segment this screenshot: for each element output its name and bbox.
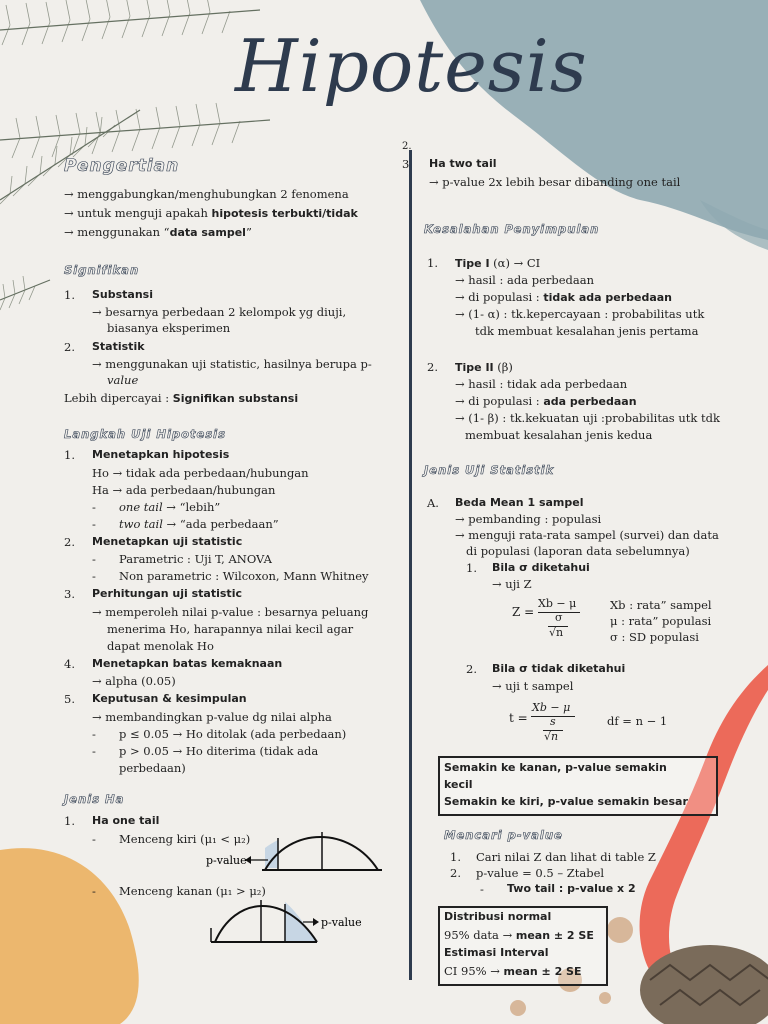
box2-line-2 xyxy=(444,963,582,980)
box2-heading-1: Distribusi normal xyxy=(444,910,552,923)
langkah-3-d3: dapat menolak Ho xyxy=(107,639,214,653)
pengertian-line-2-bold: hipotesis terbukti/tidak xyxy=(211,207,358,220)
mencari-heading: Mencari p-value xyxy=(444,828,563,842)
pengertian-line-3-text: → menggunakan “ xyxy=(64,225,170,239)
box2-line-1-bold: mean ± 2 SE xyxy=(515,929,594,942)
langkah-1-dash-1: - xyxy=(92,500,96,514)
langkah-1-dash-2: - xyxy=(92,517,96,531)
langkah-3-num: 3. xyxy=(64,587,75,601)
pengertian-line-3 xyxy=(64,224,252,241)
ha-two-tail-desc: → p-value 2x lebih besar dibanding one tail xyxy=(429,175,681,189)
df-formula: df = n − 1 xyxy=(607,714,668,728)
tipe-1-num: 1. xyxy=(427,256,438,270)
one-tail-desc: → “lebih” xyxy=(162,500,221,514)
tipe-1-a: → hasil : ada perbedaan xyxy=(455,273,595,287)
langkah-5-d4: perbedaan) xyxy=(119,761,186,775)
mencari-dash: - xyxy=(480,882,484,896)
mencari-1-text: Cari nilai Z dan lihat di table Z xyxy=(476,850,656,864)
menceng-kanan-label: Menceng kanan (μ₁ > μ₂) xyxy=(119,884,266,898)
mencari-2-num: 2. xyxy=(450,866,461,880)
tipe-2-b-pre: → di populasi : xyxy=(455,394,544,408)
jenis-ha-heading: Jenis Ha xyxy=(64,792,125,806)
tipe-2-b-bold: ada perbedaan xyxy=(543,395,637,408)
legend-sigma: σ : SD populasi xyxy=(610,630,699,644)
t-formula-lhs: t = xyxy=(509,711,528,725)
langkah-4-num: 4. xyxy=(64,657,75,671)
menceng-kiri-label: Menceng kiri (μ₁ < μ₂) xyxy=(119,832,251,846)
box1-line-3: Semakin ke kiri, p-value semakin besar xyxy=(444,795,688,808)
langkah-4-label: Menetapkan batas kemaknaan xyxy=(92,657,283,670)
t-formula-denominator: s xyxy=(550,715,556,728)
box2-heading-2: Estimasi Interval xyxy=(444,946,549,959)
pengertian-line-1: → menggabungkan/menghubungkan 2 fenomena xyxy=(64,187,349,201)
langkah-3-label: Perhitungan uji statistic xyxy=(92,587,242,600)
kesalahan-heading: Kesalahan Penyimpulan xyxy=(424,222,600,236)
box2-line-2-pre: CI 95% → xyxy=(444,964,504,978)
langkah-1-ha: Ha → ada perbedaan/hubungan xyxy=(92,483,276,497)
langkah-5-label: Keputusan & kesimpulan xyxy=(92,692,247,705)
langkah-5-num: 5. xyxy=(64,692,75,706)
right-tail-pvalue-label: p-value xyxy=(321,916,362,929)
signifikan-item-2-desc1: → menggunakan uji statistic, hasilnya berupa p- xyxy=(92,357,372,371)
box2-line-1-pre: 95% data → xyxy=(444,928,516,942)
jenis-uji-a-num: A. xyxy=(427,496,439,510)
tipe-2-c: → (1- β) : tk.kekuatan uji :probabilitas utk tdk xyxy=(455,411,720,425)
tipe-1-line xyxy=(455,255,540,272)
ha-two-tail-num: 3 xyxy=(402,157,410,171)
signifikan-pref-bold: Signifikan substansi xyxy=(172,392,299,405)
signifikan-item-1-desc1: → besarnya perbedaan 2 kelompok yg diuji, xyxy=(92,305,347,319)
mencari-3-text: Two tail : p-value x 2 xyxy=(507,882,636,895)
jenis-uji-a-label: Beda Mean 1 sampel xyxy=(455,496,584,509)
langkah-3-d1: → memperoleh nilai p-value : besarnya peluang xyxy=(92,605,369,619)
z-formula-lhs: Z = xyxy=(512,605,535,619)
sigma-unknown-label: Bila σ tidak diketahui xyxy=(492,662,626,675)
signifikan-item-2-label: Statistik xyxy=(92,340,145,353)
tipe-1-b xyxy=(455,289,672,306)
tipe-2-line xyxy=(455,359,513,376)
z-formula-root: √n xyxy=(549,626,564,639)
orange-blob-shape xyxy=(0,848,139,1024)
langkah-2-label: Menetapkan uji statistic xyxy=(92,535,243,548)
legend-xb: Xb : rata” sampel xyxy=(610,598,712,612)
langkah-5-d3: p > 0.05 → Ho diterima (tidak ada xyxy=(119,744,319,758)
mencari-1-num: 1. xyxy=(450,850,461,864)
left-tail-pvalue-label: p-value xyxy=(206,854,247,867)
langkah-2-p2: Non parametric : Wilcoxon, Mann Whitney xyxy=(119,569,369,583)
langkah-2-dash-2: - xyxy=(92,569,96,583)
tipe-2-label: Tipe II xyxy=(455,361,494,374)
t-formula-root: √n xyxy=(544,730,559,743)
langkah-2-num: 2. xyxy=(64,535,75,549)
jenis-uji-a3: di populasi (laporan data sebelumnya) xyxy=(466,544,690,558)
sigma-known-label: Bila σ diketahui xyxy=(492,561,590,574)
two-tail-term: two tail xyxy=(119,517,163,531)
tipe-2-sym: (β) xyxy=(493,360,513,374)
one-tail-term: one tail xyxy=(119,500,163,514)
ha-two-tail-label: Ha two tail xyxy=(429,157,497,170)
column-divider xyxy=(409,150,412,980)
jenis-uji-heading: Jenis Uji Statistik xyxy=(424,463,555,477)
z-formula-numerator: Xb − μ xyxy=(538,597,577,610)
signifikan-item-1-num: 1. xyxy=(64,288,75,302)
signifikan-pref-text: Lebih dipercayai : xyxy=(64,391,173,405)
tipe-2-a: → hasil : tidak ada perbedaan xyxy=(455,377,628,391)
langkah-5-d2: p ≤ 0.05 → Ho ditolak (ada perbedaan) xyxy=(119,727,347,741)
sigma-unknown-num: 2. xyxy=(466,662,477,676)
t-formula-numerator: Xb − μ xyxy=(532,701,571,714)
two-tail-line xyxy=(119,516,279,532)
two-tail-desc: → “ada perbedaan” xyxy=(162,517,279,531)
langkah-1-ho: Ho → tidak ada perbedaan/hubungan xyxy=(92,466,309,480)
right-top-num: 2. xyxy=(402,141,412,152)
sigma-known-num: 1. xyxy=(466,561,477,575)
one-tail-line xyxy=(119,499,220,515)
sigma-unknown-desc: → uji t sampel xyxy=(492,679,574,693)
signifikan-item-1-label: Substansi xyxy=(92,288,154,301)
box1-line-1: Semakin ke kanan, p-value semakin xyxy=(444,761,667,774)
pengertian-heading: Pengertian xyxy=(64,156,180,176)
signifikan-preference xyxy=(64,390,298,407)
pine-branch-decoration xyxy=(0,10,270,300)
langkah-4-d1: → alpha (0.05) xyxy=(92,674,176,688)
box2-line-1 xyxy=(444,927,594,944)
tipe-1-sym: (α) → CI xyxy=(489,256,541,270)
langkah-5-dash-2: - xyxy=(92,744,96,758)
box1-line-2: kecil xyxy=(444,778,473,791)
tipe-1-d: tdk membuat kesalahan jenis pertama xyxy=(475,324,699,338)
langkah-5-dash-1: - xyxy=(92,727,96,741)
sigma-known-desc: → uji Z xyxy=(492,577,532,591)
page-title: Hipotesis xyxy=(235,24,588,108)
pengertian-line-2 xyxy=(64,205,358,222)
langkah-1-num: 1. xyxy=(64,448,75,462)
tipe-2-d: membuat kesalahan jenis kedua xyxy=(465,428,653,442)
langkah-3-d2: menerima Ho, harapannya nilai kecil agar xyxy=(107,622,354,636)
jenis-uji-a1: → pembanding : populasi xyxy=(455,512,602,526)
langkah-heading: Langkah Uji Hipotesis xyxy=(64,427,226,441)
signifikan-heading: Signifikan xyxy=(64,263,140,277)
pengertian-line-3-end: ” xyxy=(245,225,252,239)
box2-line-2-bold: mean ± 2 SE xyxy=(503,965,582,978)
tipe-1-b-pre: → di populasi : xyxy=(455,290,544,304)
tipe-1-label: Tipe I xyxy=(455,257,490,270)
tipe-2-b xyxy=(455,393,637,410)
tipe-1-b-bold: tidak ada perbedaan xyxy=(543,291,673,304)
langkah-1-label: Menetapkan hipotesis xyxy=(92,448,230,461)
jenis-ha-item-1-num: 1. xyxy=(64,814,75,828)
langkah-2-dash-1: - xyxy=(92,552,96,566)
jenis-ha-dash-2: - xyxy=(92,884,96,898)
pengertian-line-2-text: → untuk menguji apakah xyxy=(64,206,208,220)
signifikan-item-1-desc2: biasanya eksperimen xyxy=(107,321,231,335)
tipe-2-num: 2. xyxy=(427,360,438,374)
signifikan-item-2-num: 2. xyxy=(64,340,75,354)
right-tail-curve-diagram xyxy=(205,890,385,950)
pengertian-line-3-bold: data sampel xyxy=(169,226,246,239)
jenis-ha-dash-1: - xyxy=(92,832,96,846)
mencari-2-text: p-value = 0.5 – Ztabel xyxy=(476,866,605,880)
z-formula-denominator: σ xyxy=(555,611,563,624)
tipe-1-c: → (1- α) : tk.kepercayaan : probabilitas utk xyxy=(455,307,705,321)
jenis-uji-a2: → menguji rata-rata sampel (survei) dan data xyxy=(455,528,719,542)
langkah-2-p1: Parametric : Uji T, ANOVA xyxy=(119,552,272,566)
jenis-ha-item-1-label: Ha one tail xyxy=(92,814,160,827)
legend-mu: μ : rata” populasi xyxy=(610,614,712,628)
left-tail-curve-diagram xyxy=(200,826,390,876)
signifikan-item-2-desc2: value xyxy=(107,373,139,387)
langkah-5-d1: → membandingkan p-value dg nilai alpha xyxy=(92,710,332,724)
